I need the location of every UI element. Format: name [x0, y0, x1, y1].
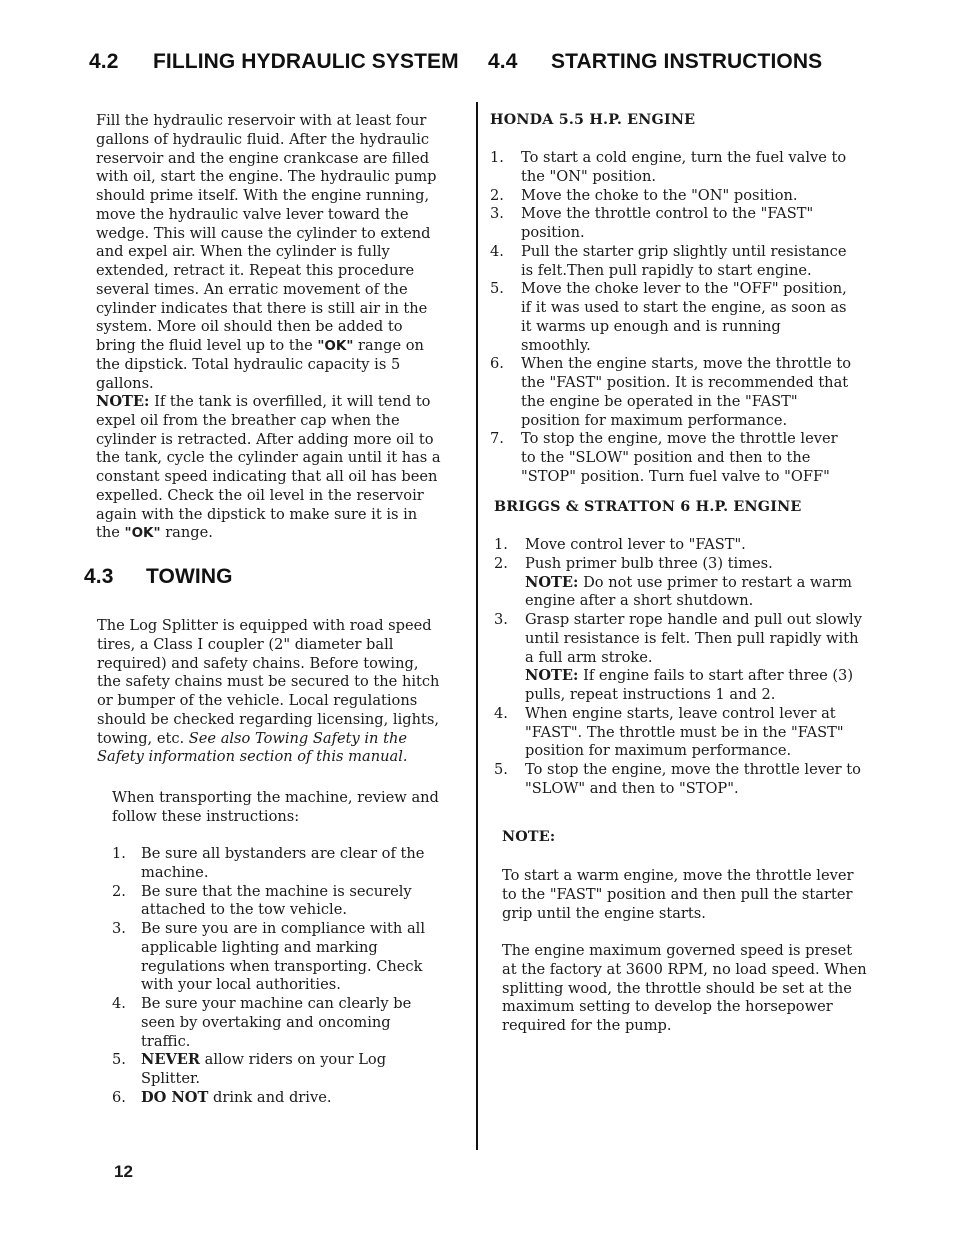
list-item: 5. To stop the engine, move the throttle lever to "SLOW" and then to "STOP". — [494, 761, 861, 797]
briggs-list — [494, 536, 862, 799]
list-item: 3. Grasp starter rope handle and pull out slowly until resistance is felt. Then pull rapidly with a full arm stroke. NOTE: If engine fails to start after three (3) pulls, repeat instructions 1 and 2. — [494, 611, 862, 703]
list-item: 2. Move the choke to the "ON" position. — [490, 186, 798, 204]
heading-number: 4.2 — [89, 50, 119, 73]
heading-number: 4.4 — [488, 50, 518, 73]
filling-paragraph: Fill the hydraulic reservoir with at least four gallons of hydraulic fluid. After the hydraulic reservoir and the engine crankcase are filled with oil, start the engine. The hydraulic pump should prime itself. With the engine running, move the hydraulic valve lever toward the wedge. This will cause the cylinder to extend and expel air. When the cylinder is fully extended, retract it. Repeat this procedure several times. An erratic movement of the cylinder indicates that there is still air in the system. More oil should then be added to bring the fluid level up to the "OK" range on the dipstick. Total hydraulic capacity is 5 gallons. — [96, 112, 437, 392]
list-item: 1. Move control lever to "FAST". — [494, 536, 746, 553]
list-item: 4. Pull the starter grip slightly until resistance is felt.Then pull rapidly to start engine. — [490, 242, 847, 279]
list-item: 5. Move the choke lever to the "OFF" position, if it was used to start the engine, as soon as it warms up enough and is running smoothly. — [490, 280, 847, 354]
heading-4-3 — [84, 565, 233, 589]
list-item: 4. Be sure your machine can clearly be seen by overtaking and oncoming traffic. — [112, 995, 412, 1050]
list-item: 6. When the engine starts, move the throttle to the "FAST" position. It is recommended that the engine be operated in the "FAST" position for maximum performance. — [490, 355, 852, 429]
note-label: NOTE: — [525, 573, 579, 591]
heading-number: 4.3 — [84, 565, 114, 588]
towing-paragraph: The Log Splitter is equipped with road speed tires, a Class I coupler (2" diameter ball required) and safety chains. Before towing, the safety chains must be secured to the hitch or bumper of the vehicle. Local regulations should be checked regarding licensing, lights, towing, etc. See also Towing Safety in the Safety information section of this manual. — [97, 617, 440, 766]
list-item: 4. When engine starts, leave control lever at "FAST". The throttle must be in the "FAST" position for maximum performance. — [494, 704, 844, 760]
heading-title: FILLING HYDRAULIC SYSTEM — [153, 50, 459, 73]
list-item: 2. Push primer bulb three (3) times. NOTE: Do not use primer to restart a warm engine after a short shutdown. — [494, 554, 852, 610]
page-number: 12 — [114, 1162, 133, 1181]
safety-reference: See also Towing Safety in the Safety information section of this manual. — [97, 729, 408, 766]
ok-label: "OK" — [317, 338, 354, 354]
heading-4-2 — [89, 50, 459, 74]
note-paragraph-warm-start: To start a warm engine, move the throttle lever to the "FAST" position and then pull the starter grip until the engine starts. — [502, 867, 854, 922]
list-item: 3. Be sure you are in compliance with all applicable lighting and marking regulations when transporting. Check with your local authorities. — [112, 920, 425, 994]
list-item: 6. DO NOT drink and drive. — [112, 1088, 332, 1106]
heading-title: TOWING — [146, 565, 233, 588]
note-label: NOTE: — [96, 393, 150, 410]
list-item: 7. To stop the engine, move the throttle lever to the "SLOW" position and then to the "STOP" position. Turn fuel valve to "OFF" — [490, 430, 838, 485]
heading-title: STARTING INSTRUCTIONS — [551, 50, 823, 73]
list-item: 2. Be sure that the machine is securely attached to the tow vehicle. — [112, 882, 412, 919]
honda-list — [490, 149, 855, 487]
towing-list — [112, 845, 442, 1108]
list-item: 5. NEVER allow riders on your Log Splitter. — [112, 1051, 387, 1087]
note-paragraph-governed-speed: The engine maximum governed speed is preset at the factory at 3600 RPM, no load speed. When splitting wood, the throttle should be set at the maximum setting to develop the horsepower required for the pump. — [502, 942, 867, 1034]
towing-intro: When transporting the machine, review and follow these instructions: — [112, 789, 439, 825]
list-item: 1. To start a cold engine, turn the fuel valve to the "ON" position. — [490, 149, 847, 185]
briggs-subheading: BRIGGS & STRATTON 6 H.P. ENGINE — [494, 499, 802, 515]
filling-note: NOTE: If the tank is overfilled, it will tend to expel oil from the breather cap when the cylinder is retracted. After adding more oil to the tank, cycle the cylinder again until it has a constant speed indicating that all oil has been expelled. Check the oil level in the reservoir again with the dipstick to make sure it is in the "OK" range. — [96, 393, 441, 542]
column-divider — [476, 102, 478, 1150]
heading-4-4 — [488, 50, 822, 74]
ok-label: "OK" — [124, 525, 161, 542]
note-subheading: NOTE: — [502, 829, 556, 845]
honda-subheading: HONDA 5.5 H.P. ENGINE — [490, 112, 696, 128]
list-item: 1. Be sure all bystanders are clear of the machine. — [112, 845, 425, 881]
note-label: NOTE: — [525, 667, 579, 685]
list-item: 3. Move the throttle control to the "FAST" position. — [490, 205, 814, 241]
